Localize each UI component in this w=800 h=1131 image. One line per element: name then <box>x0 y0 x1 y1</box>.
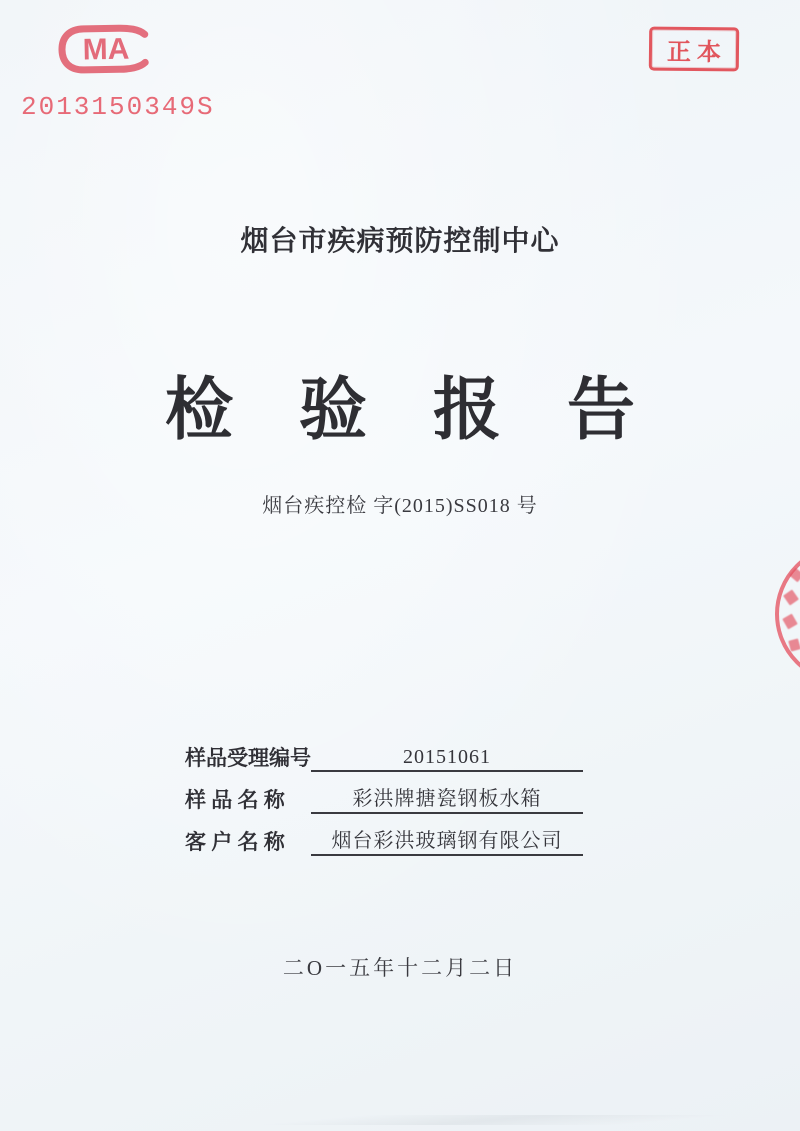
field-row-sample-name <box>185 784 583 814</box>
stamp-glyph-mark <box>788 638 800 651</box>
partial-round-stamp <box>775 544 800 684</box>
field-label: 样品受理编号 <box>185 746 311 770</box>
cma-stamp-label: MA <box>82 32 130 67</box>
field-value: 烟台彩洪玻璃钢有限公司 <box>311 824 583 856</box>
report-title <box>0 356 800 453</box>
paper-crease <box>0 1115 800 1125</box>
field-value: 20151061 <box>311 746 583 772</box>
original-copy-stamp <box>649 27 739 72</box>
sample-info-fields <box>185 742 583 868</box>
certification-serial-number: 2013150349S <box>21 92 215 122</box>
cma-stamp-icon <box>57 23 160 75</box>
original-copy-stamp-label: 正 本 <box>666 39 722 66</box>
stamp-glyph-mark <box>782 614 798 630</box>
organization-title: 烟台市疾病预防控制中心 <box>240 226 560 257</box>
stamp-glyph-mark <box>783 589 799 605</box>
stamp-glyph-mark <box>789 568 800 583</box>
field-label: 样 品 名 称 <box>185 788 285 812</box>
field-row-sample-id <box>185 742 583 772</box>
report-date: 二O一五年十二月二日 <box>282 956 518 980</box>
report-title-text: 检验报告 <box>164 372 701 448</box>
field-label: 客 户 名 称 <box>185 830 285 854</box>
field-row-customer-name <box>185 826 583 856</box>
report-reference-number: 烟台疾控检 字(2015)SS018 号 <box>262 495 538 517</box>
field-value: 彩洪牌搪瓷钢板水箱 <box>311 782 583 814</box>
